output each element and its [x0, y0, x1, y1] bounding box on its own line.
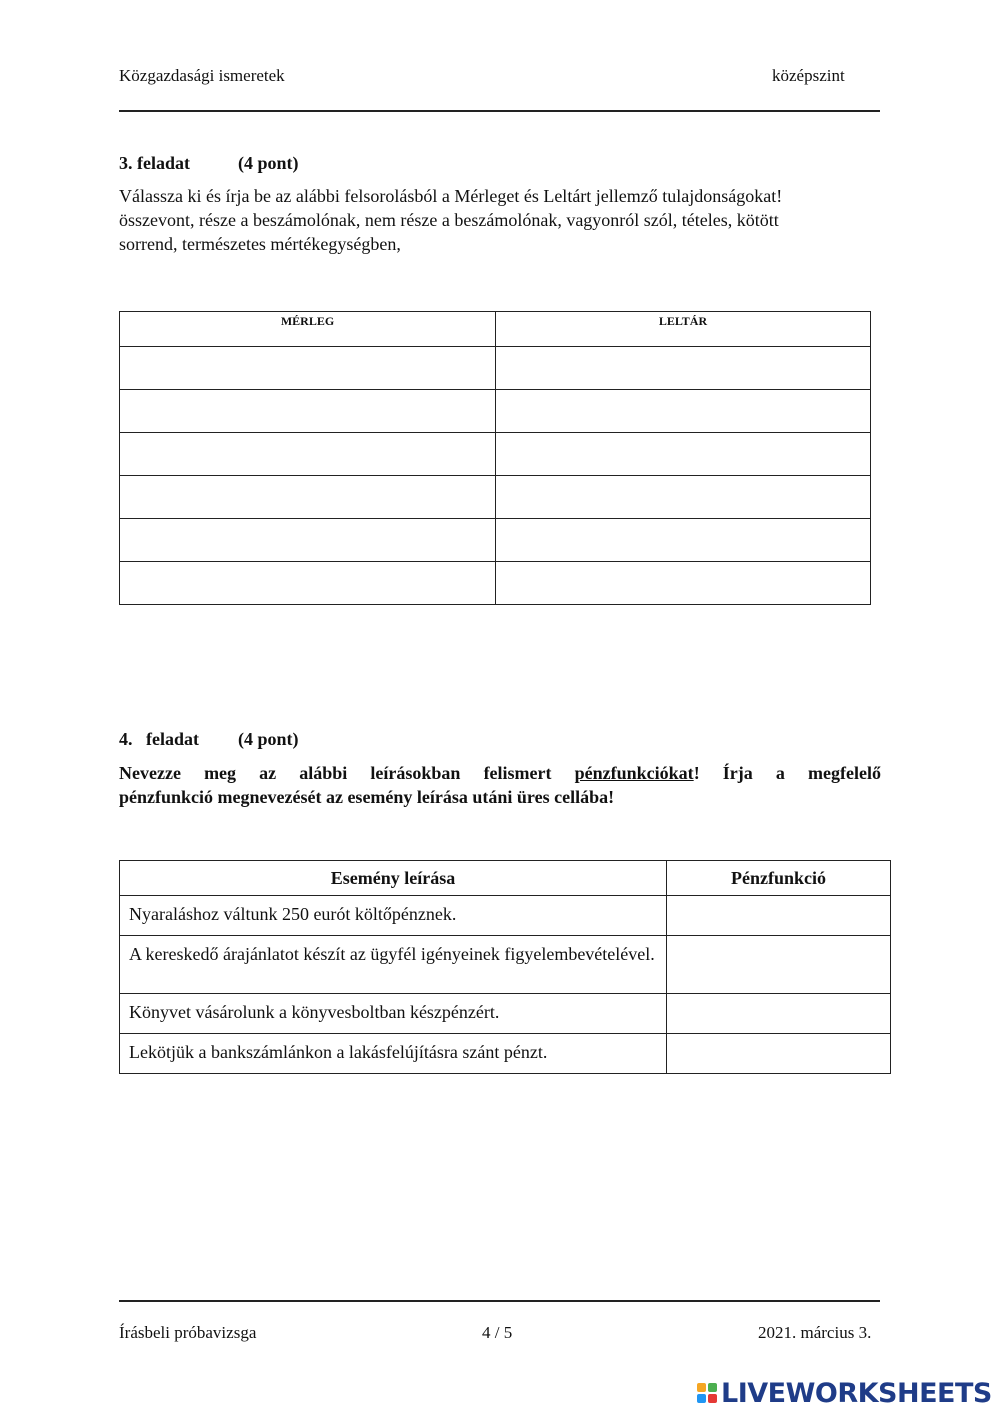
column-header-leltar: LELTÁR [496, 312, 871, 347]
answer-cell-leltar[interactable] [496, 347, 871, 390]
column-header-esemeny: Esemény leírása [120, 861, 667, 896]
table-row [120, 519, 871, 562]
task4-points: (4 pont) [238, 729, 299, 749]
table-row [120, 1034, 891, 1074]
event-description: A kereskedő árajánlatot készít az ügyfél igényeinek figyelembevételével. [120, 936, 667, 994]
task4-instruction-line2: pénzfunkció megnevezését az esemény leírása utáni üres cellába! [119, 787, 615, 807]
table-row [120, 476, 871, 519]
logo-square [708, 1394, 717, 1403]
answer-cell-leltar[interactable] [496, 433, 871, 476]
task3-options-line2: sorrend, természetes mértékegységben, [119, 234, 401, 254]
answer-cell-merleg[interactable] [120, 433, 496, 476]
table-row [120, 994, 891, 1034]
footer-date: 2021. március 3. [758, 1323, 872, 1342]
liveworksheets-logo[interactable] [697, 1378, 992, 1408]
logo-square [697, 1383, 706, 1392]
footer-rule [119, 1300, 880, 1302]
footer-exam-type: Írásbeli próbavizsga [119, 1323, 257, 1342]
task4-instruction-b: ! Írja a megfelelő [693, 763, 881, 783]
answer-cell-leltar[interactable] [496, 562, 871, 605]
answer-cell-leltar[interactable] [496, 476, 871, 519]
page-number: 4 / 5 [482, 1323, 513, 1342]
event-description: Lekötjük a bankszámlánkon a lakásfelújításra szánt pénzt. [120, 1034, 667, 1074]
header-level: középszint [772, 66, 845, 85]
event-description: Nyaraláshoz váltunk 250 eurót költőpénznek. [120, 896, 667, 936]
logo-mark-icon [697, 1383, 717, 1403]
table-row [120, 347, 871, 390]
task4-instructions [119, 761, 881, 809]
task4-number: 4. feladat [119, 729, 199, 749]
answer-cell-merleg[interactable] [120, 519, 496, 562]
answer-cell-penzfunkcio[interactable] [667, 994, 891, 1034]
logo-square [697, 1394, 706, 1403]
task3-points: (4 pont) [238, 153, 299, 173]
answer-cell-merleg[interactable] [120, 562, 496, 605]
header-rule [119, 110, 880, 112]
task4-instruction-a: Nevezze meg az alábbi leírásokban felismert [119, 763, 575, 783]
task3-table [119, 311, 871, 605]
answer-cell-merleg[interactable] [120, 390, 496, 433]
task3-options-line1: összevont, része a beszámolónak, nem része a beszámolónak, vagyonról szól, tételes, kötött [119, 210, 779, 230]
logo-text: LIVEWORKSHEETS [721, 1377, 992, 1409]
column-header-merleg: MÉRLEG [120, 312, 496, 347]
task3-number: 3. feladat [119, 153, 190, 173]
answer-cell-merleg[interactable] [120, 476, 496, 519]
event-description: Könyvet vásárolunk a könyvesboltban készpénzért. [120, 994, 667, 1034]
answer-cell-merleg[interactable] [120, 347, 496, 390]
answer-cell-penzfunkcio[interactable] [667, 1034, 891, 1074]
answer-cell-leltar[interactable] [496, 519, 871, 562]
task3-instructions [119, 184, 889, 256]
column-header-penzfunkcio: Pénzfunkció [667, 861, 891, 896]
table-row [120, 896, 891, 936]
table-row [120, 390, 871, 433]
answer-cell-penzfunkcio[interactable] [667, 896, 891, 936]
logo-square [708, 1383, 717, 1392]
answer-cell-penzfunkcio[interactable] [667, 936, 891, 994]
header-subject: Közgazdasági ismeretek [119, 66, 285, 85]
table-row [120, 562, 871, 605]
task4-instruction-line1 [119, 761, 881, 785]
table-row [120, 936, 891, 994]
table-row [120, 433, 871, 476]
task3-instruction: Válassza ki és írja be az alábbi felsorolásból a Mérleget és Leltárt jellemző tulajdonságokat! [119, 186, 783, 206]
task4-instruction-keyword: pénzfunkciókat [574, 763, 694, 783]
task4-table [119, 860, 891, 1074]
answer-cell-leltar[interactable] [496, 390, 871, 433]
